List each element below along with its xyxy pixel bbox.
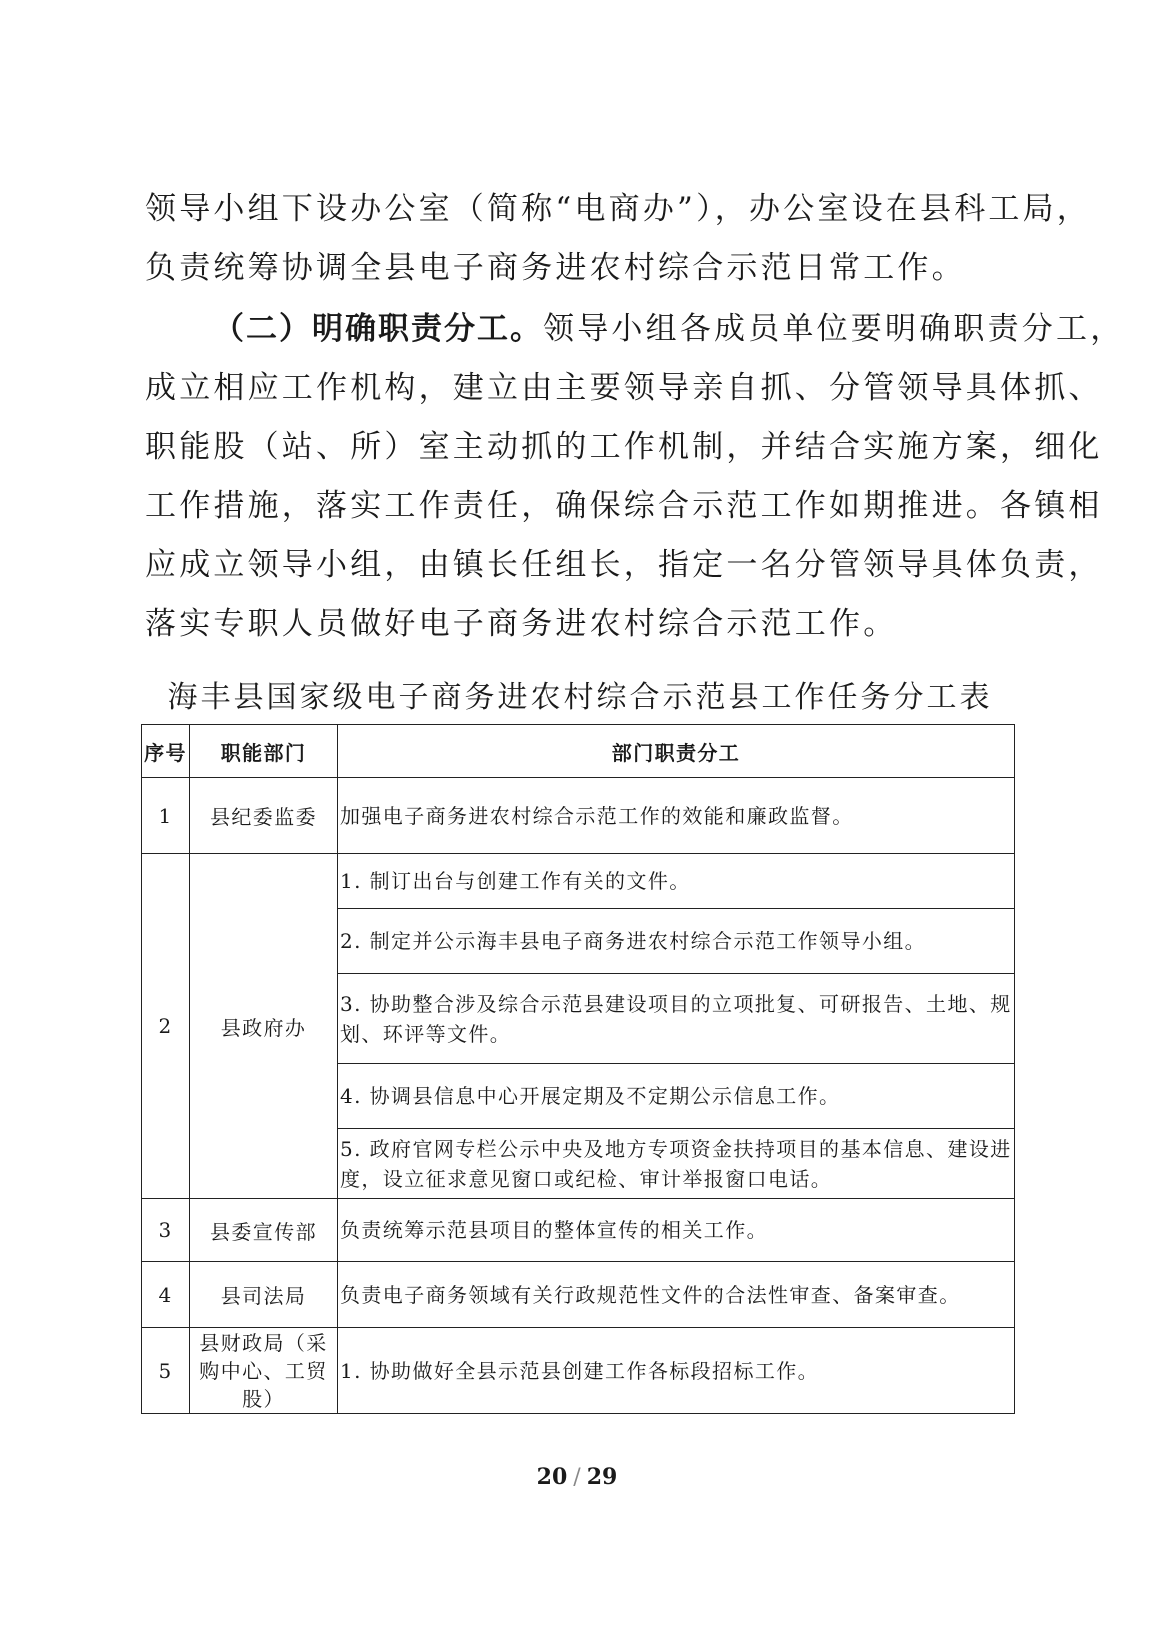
row-no: 2	[142, 854, 190, 1199]
task-table	[141, 724, 1015, 1414]
row-duty: 负责统筹示范县项目的整体宣传的相关工作。	[338, 1199, 1015, 1262]
row-duty: 1. 制订出台与创建工作有关的文件。	[338, 854, 1015, 909]
table-row	[142, 1262, 1015, 1328]
row-duty: 负责电子商务领域有关行政规范性文件的合法性审查、备案审查。	[338, 1262, 1015, 1328]
row-no: 4	[142, 1262, 190, 1328]
row-duty: 3. 协助整合涉及综合示范县建设项目的立项批复、可研报告、土地、规划、环评等文件。	[338, 974, 1015, 1064]
table-row	[142, 778, 1015, 854]
table-row	[142, 1199, 1015, 1262]
header-no: 序号	[142, 725, 190, 778]
text-fragment: 领导小组各成员单位要明确职责分工，	[543, 311, 1125, 347]
page-total: 29	[586, 1464, 618, 1490]
table-title: 海丰县国家级电子商务进农村综合示范县工作任务分工表	[167, 680, 993, 715]
text-line: 职能股（站、所）室主动抓的工作机制，并结合实施方案，细化	[145, 429, 1103, 465]
row-duty: 5. 政府官网专栏公示中央及地方专项资金扶持项目的基本信息、建设进度，设立征求意见窗口或纪检、审计举报窗口电话。	[338, 1129, 1015, 1199]
text-line: 成立相应工作机构，建立由主要领导亲自抓、分管领导具体抓、	[145, 370, 1103, 406]
row-no: 3	[142, 1199, 190, 1262]
row-duty: 4. 协调县信息中心开展定期及不定期公示信息工作。	[338, 1064, 1015, 1129]
text-line	[145, 300, 1125, 359]
page-number	[0, 1464, 1154, 1490]
text-line: 应成立领导小组，由镇长任组长，指定一名分管领导具体负责，	[145, 547, 1103, 583]
row-dept: 县司法局	[190, 1262, 338, 1328]
text-line: 落实专职人员做好电子商务进农村综合示范工作。	[145, 606, 898, 642]
text-line: 领导小组下设办公室（简称“电商办”），办公室设在县科工局，	[145, 191, 1091, 227]
row-duty: 加强电子商务进农村综合示范工作的效能和廉政监督。	[338, 778, 1015, 854]
row-duty: 2. 制定并公示海丰县电子商务进农村综合示范工作领导小组。	[338, 909, 1015, 974]
header-duties: 部门职责分工	[338, 725, 1015, 778]
header-dept: 职能部门	[190, 725, 338, 778]
section-heading: （二）明确职责分工。	[213, 311, 543, 347]
page-separator: /	[573, 1465, 581, 1490]
row-no: 1	[142, 778, 190, 854]
table-row	[142, 854, 1015, 909]
text-line: 负责统筹协调全县电子商务进农村综合示范日常工作。	[145, 250, 966, 286]
row-no: 5	[142, 1328, 190, 1414]
paragraph-1	[145, 180, 1091, 298]
row-dept: 县委宣传部	[190, 1199, 338, 1262]
row-dept: 县纪委监委	[190, 778, 338, 854]
text-line: 工作措施，落实工作责任，确保综合示范工作如期推进。各镇相	[145, 488, 1103, 524]
page-current: 20	[536, 1464, 568, 1490]
table-header-row	[142, 725, 1015, 778]
paragraph-2	[145, 300, 1125, 654]
table-row	[142, 1328, 1015, 1414]
row-duty: 1. 协助做好全县示范县创建工作各标段招标工作。	[338, 1328, 1015, 1414]
row-dept: 县政府办	[190, 854, 338, 1199]
row-dept: 县财政局（采购中心、工贸股）	[190, 1328, 338, 1414]
